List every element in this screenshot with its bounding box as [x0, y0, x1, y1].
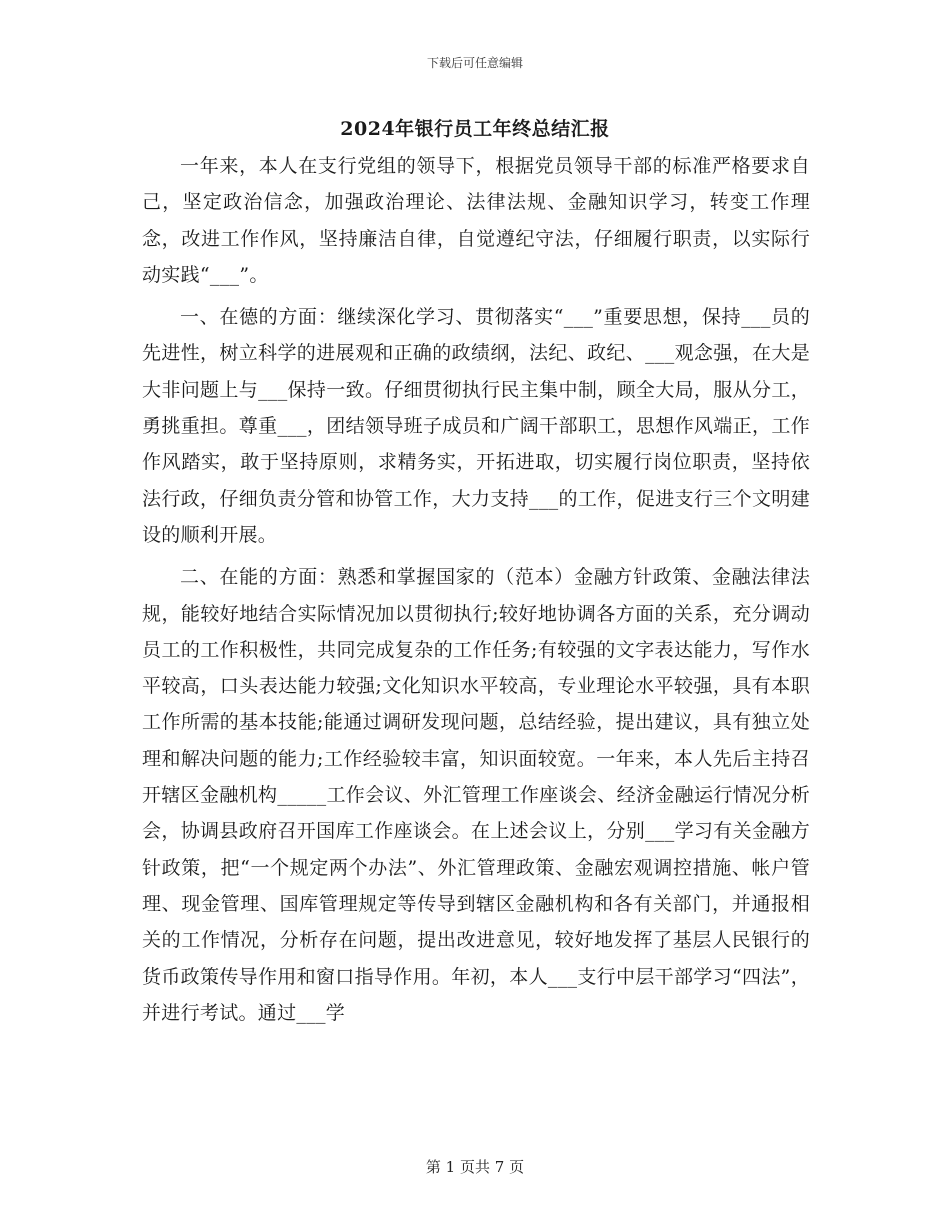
- document-title: 2024年银行员工年终总结汇报: [340, 118, 610, 140]
- paragraph-ability: 二、在能的方面：熟悉和掌握国家的（范本）金融方针政策、金融法律法规，能较好地结合实际情况加以贯彻执行;较好地协调各方面的关系，充分调动员工的工作积极性，共同完成复杂的工作任务;有较强的文字表达能力，写作水平较高，口头表达能力较强;文化知识水平较高，专业理论水平较强，具有本职工作所需的基本技能;能通过调研发现问题，总结经验，提出建议，具有独立处理和解决问题的能力;工作经验较丰富，知识面较宽。一年来，本人先后主持召开辖区金融机构_____工作会议、外汇管理工作座谈会、经济金融运行情况分析会，协调县政府召开国库工作座谈会。在上述会议上，分别___学习有关金融方针政策，把“一个规定两个办法”、外汇管理政策、金融宏观调控措施、帐户管理、现金管理、国库管理规定等传导到辖区金融机构和各有关部门，并通报相关的工作情况，分析存在问题，提出改进意见，较好地发挥了基层人民银行的货币政策传导作用和窗口指导作用。年初，本人___支行中层干部学习“四法”，并进行考试。通过___学: [142, 566, 810, 1024]
- page-number: 第 1 页共 7 页: [425, 1158, 525, 1176]
- paragraph-intro: 一年来，本人在支行党组的领导下，根据党员领导干部的标准严格要求自己，坚定政治信念，加强政治理论、法律法规、金融知识学习，转变工作理念，改进工作作风，坚持廉洁自律，自觉遵纪守法，仔细履行职责，以实际行动实践“___”。: [142, 155, 810, 286]
- paragraph-morality: 一、在德的方面：继续深化学习、贯彻落实“___”重要思想，保持___员的先进性，树立科学的进展观和正确的政绩纲，法纪、政纪、___观念强，在大是大非问题上与___保持一致。仔细贯彻执行民主集中制，顾全大局，服从分工，勇挑重担。尊重___，团结领导班子成员和广阔干部职工，思想作风端正，工作作风踏实，敢于坚持原则，求精务实，开拓进取，切实履行岗位职责，坚持依法行政，仔细负责分管和协管工作，大力支持___的工作，促进支行三个文明建设的顺利开展。: [142, 306, 810, 546]
- document-body: [142, 148, 810, 1031]
- header-note: 下载后可任意编辑: [426, 56, 523, 70]
